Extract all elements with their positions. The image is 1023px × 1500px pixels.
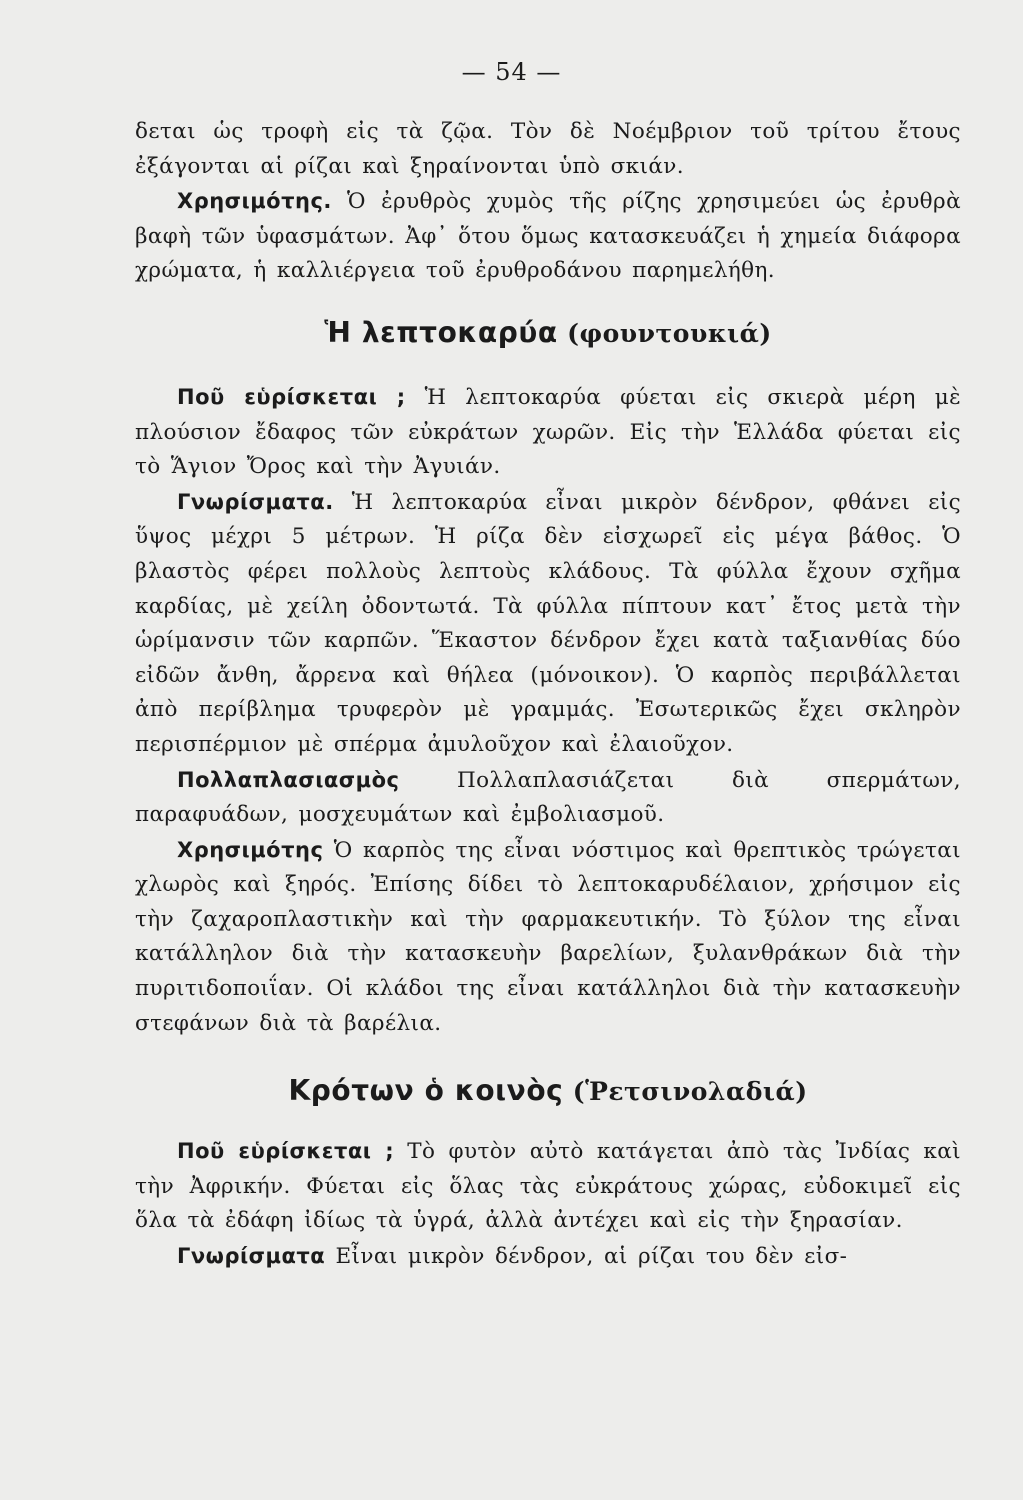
hazel-where-lead: Ποῦ εὑρίσκεται ; (177, 384, 406, 409)
intro-usage-paragraph (135, 184, 961, 289)
croton-where-text: Τὸ φυτὸν αὐτὸ κατάγεται ἀπὸ τὰς Ἰνδίας καὶ τὴν Ἀφρικήν. Φύεται εἰς ὅλας τὰς εὐκράτους χώρας, εὐδοκιμεῖ εἰς ὅλα τὰ ἐδάφη ἰδίως τὰ ὑγρά, ἀλλὰ ἀντέχει καὶ εἰς τὴν ξηρασίαν. (135, 1139, 962, 1234)
croton-where-paragraph (135, 1134, 961, 1239)
hazel-propagation-paragraph (135, 763, 961, 833)
hazel-usage-text: Ὁ καρπὸς της εἶναι νόστιμος καὶ θρεπτικὸς τρώγεται χλωρὸς καὶ ξηρός. Ἐπίσης δίδει τὸ λεπτοκαρυδέλαιον, χρήσιμον εἰς τὴν ζαχαροπλαστικὴν καὶ τὴν φαρμακευτικήν. Τὸ ξύλον της εἶναι κατάλληλον διὰ τὴν κατασκευὴν βαρελίων, ξυλανθράκων διὰ τὴν πυριτιδοποιΐαν. Οἱ κλάδοι της εἶναι κατάλληλοι διὰ τὴν κατασκευὴν στεφάνων διὰ τὰ βαρέλια. (135, 837, 961, 1036)
hazel-features-text: Ἡ λεπτοκαρύα εἶναι μικρὸν δένδρον, φθάνει εἰς ὕψος μέχρι 5 μέτρων. Ἡ ρίζα δὲν εἰσχωρεῖ εἰς μέγα βάθος. Ὁ βλαστὸς φέρει πολλοὺς λεπτοὺς κλάδους. Τὰ φύλλα ἔχουν σχῆμα καρδίας, μὲ χείλη ὀδοντωτά. Τὰ φύλλα πίπτουν κατ᾽ ἔτος μετὰ τὴν ὡρίμανσιν τῶν καρπῶν. Ἕκαστον δένδρον ἔχει κατὰ ταξιανθίας δύο εἰδῶν ἄνθη, ἄρρενα καὶ θήλεα (μόνοικον). Ὁ καρπὸς περιβάλλεται ἀπὸ περίβλημα τρυφερὸν μὲ γραμμάς. Ἐσωτερικῶς ἔχει σκληρὸν περισπέρμιον μὲ σπέρμα ἀμυλοῦχον καὶ ἐλαιοῦχον. (135, 489, 962, 757)
hazel-features-paragraph (135, 485, 961, 763)
section-heading-hazel (135, 313, 961, 354)
croton-where-lead: Ποῦ εὑρίσκεται ; (177, 1139, 395, 1164)
page-number: — 54 — (461, 58, 562, 86)
hazel-where-text: Ἡ λεπτοκαρύα φύεται εἰς σκιερὰ μέρη μὲ πλούσιον ἔδαφος τῶν εὐκράτων χωρῶν. Εἰς τὴν Ἑλλάδα φύεται εἰς τὸ Ἅγιον Ὄρος καὶ τὴν Ἀγυιάν. (135, 384, 962, 480)
hazel-propagation-text: Πολλαπλασιάζεται διὰ σπερμάτων, παραφυάδων, μοσχευμάτων καὶ ἐμβολιασμοῦ. (135, 767, 962, 828)
croton-title: Κρότων ὁ κοινὸς (288, 1074, 564, 1108)
hazel-usage-paragraph (135, 833, 961, 1042)
hazel-propagation-lead: Πολλαπλασιασμὸς (177, 767, 400, 792)
hazel-subtitle: (φουντουκιά) (567, 318, 772, 348)
intro-usage-text: Ὁ ἐρυθρὸς χυμὸς τῆς ρίζης χρησιμεύει ὡς ἐρυθρὰ βαφὴ τῶν ὑφασμάτων. Ἀφ᾽ ὅτου ὅμως κατασκευάζει ἡ χημεία διάφορα χρώματα, ἡ καλλιέργεια τοῦ ἐρυθροδάνου παρημελήθη. (135, 189, 961, 284)
section-heading-croton (135, 1071, 961, 1112)
croton-features-paragraph (135, 1239, 961, 1275)
intro-paragraph (135, 115, 961, 184)
intro-text: δεται ὡς τροφὴ εἰς τὰ ζῷα. Τὸν δὲ Νοέμβριον τοῦ τρίτου ἔτους ἐξάγονται αἱ ρίζαι καὶ ξηραίνονται ὑπὸ σκιάν. (135, 119, 961, 179)
page-body (135, 115, 961, 1275)
hazel-usage-lead: Χρησιμότης (177, 837, 324, 862)
hazel-where-paragraph (135, 380, 961, 485)
hazel-features-lead: Γνωρίσματα. (177, 489, 334, 514)
intro-usage-lead: Χρησιμότης. (177, 189, 332, 214)
croton-features-lead: Γνωρίσματα (177, 1244, 326, 1269)
hazel-title: Ἡ λεπτοκαρύα (324, 315, 558, 349)
croton-features-text: Εἶναι μικρὸν δένδρον, αἱ ρίζαι του δὲν εἰσ- (335, 1244, 848, 1270)
croton-subtitle: (Ῥετσινολαδιά) (572, 1077, 808, 1107)
